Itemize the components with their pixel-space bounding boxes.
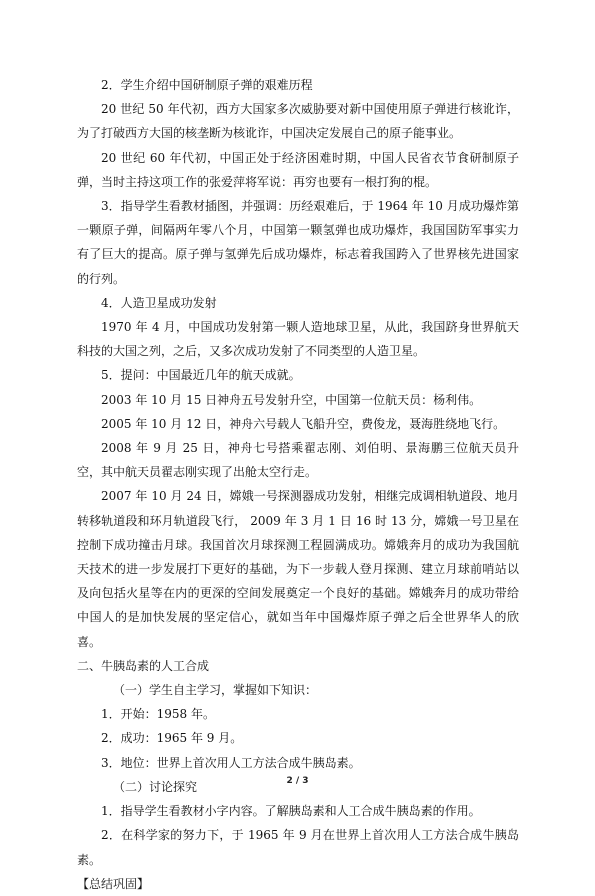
page-number: 2 / 3 xyxy=(286,776,309,786)
list-item: 3．地位：世界上首次用人工方法合成牛胰岛素。 xyxy=(101,755,361,770)
paragraph: 2．学生介绍中国研制原子弹的艰难历程 xyxy=(101,78,313,92)
list-item: 2．成功：1965 年 9 月。 xyxy=(101,731,243,746)
subsection-heading: （一）学生自主学习，掌握如下知识： xyxy=(113,683,318,698)
paragraph: 2003 年 10 月 15 日神舟五号发射升空，中国第一位航天员：杨利伟。 xyxy=(101,392,482,407)
paragraph: 20 世纪 50 年代初，西方大国家多次威胁要对新中国使用原子弹进行核讹诈，为了打破西方大国的核垄断为核讹诈，中国决定发展自己的原子能事业。 xyxy=(77,102,519,141)
paragraph: 2008 年 9 月 25 日，神舟七号搭乘翟志刚、刘伯明、景海鹏三位航天员升空，其中航天员翟志刚实现了出舱太空行走。 xyxy=(77,441,519,480)
subsection-heading: （二）讨论探究 xyxy=(113,779,198,794)
paragraph: 2007 年 10 月 24 日，嫦娥一号探测器成功发射，相继完成调相轨道段、地月转移轨道段和环月轨道段飞行， 2009 年 3 月 1 日 16 时 13 分，嫦娥一号卫星在控制下成功撞击月球。我国首次月球探测工程圆满成功。嫦娥奔月的成功为我国航天技术的进一步发展打下更好的基础，为下一步载人登月探测、建立月球前哨站以及向包括火星等在内的更深的空间发展奠定一个良好的基础。嫦娥奔月的成功带给中国人的是加快发展的坚定信心，就如当年中国爆炸原子弹之后全世界华人的欣喜。 xyxy=(77,489,519,649)
paragraph: 4．人造卫星成功发射 xyxy=(101,295,217,310)
section-heading: 【总结巩固】 xyxy=(77,876,150,891)
paragraph: 1970 年 4 月，中国成功发射第一颗人造地球卫星，从此，我国跻身世界航天科技的大国之列，之后，又多次成功发射了不同类型的人造卫星。 xyxy=(77,320,519,359)
section-heading: 二、牛胰岛素的人工合成 xyxy=(77,658,210,673)
paragraph: 5．提问：中国最近几年的航天成就。 xyxy=(101,368,301,383)
list-item: 2．在科学家的努力下，于 1965 年 9 月在世界上首次用人工方法合成牛胰岛素。 xyxy=(77,828,519,867)
paragraph: 2005 年 10 月 12 日，神舟六号载人飞船升空，费俊龙，聂海胜绕地飞行。 xyxy=(101,416,506,431)
paragraph: 3．指导学生看教材插图，并强调：历经艰难后，于 1964 年 10 月成功爆炸第一颗原子弹，间隔两年零八个月，中国第一颗氢弹也成功爆炸，我国国防军事实力有了巨大的提高。原子弹与氢弹先后成功爆炸，标志着我国跨入了世界核先进国家的行列。 xyxy=(77,199,519,286)
document-body xyxy=(77,73,519,896)
list-item: 1．指导学生看教材小字内容。了解胰岛素和人工合成牛胰岛素的作用。 xyxy=(101,804,481,819)
paragraph: 20 世纪 60 年代初，中国正处于经济困难时期，中国人民省衣节食研制原子弹，当时主持这项工作的张爱萍将军说：再穷也要有一根打狗的棍。 xyxy=(77,150,519,189)
list-item: 1．开始：1958 年。 xyxy=(101,707,215,722)
